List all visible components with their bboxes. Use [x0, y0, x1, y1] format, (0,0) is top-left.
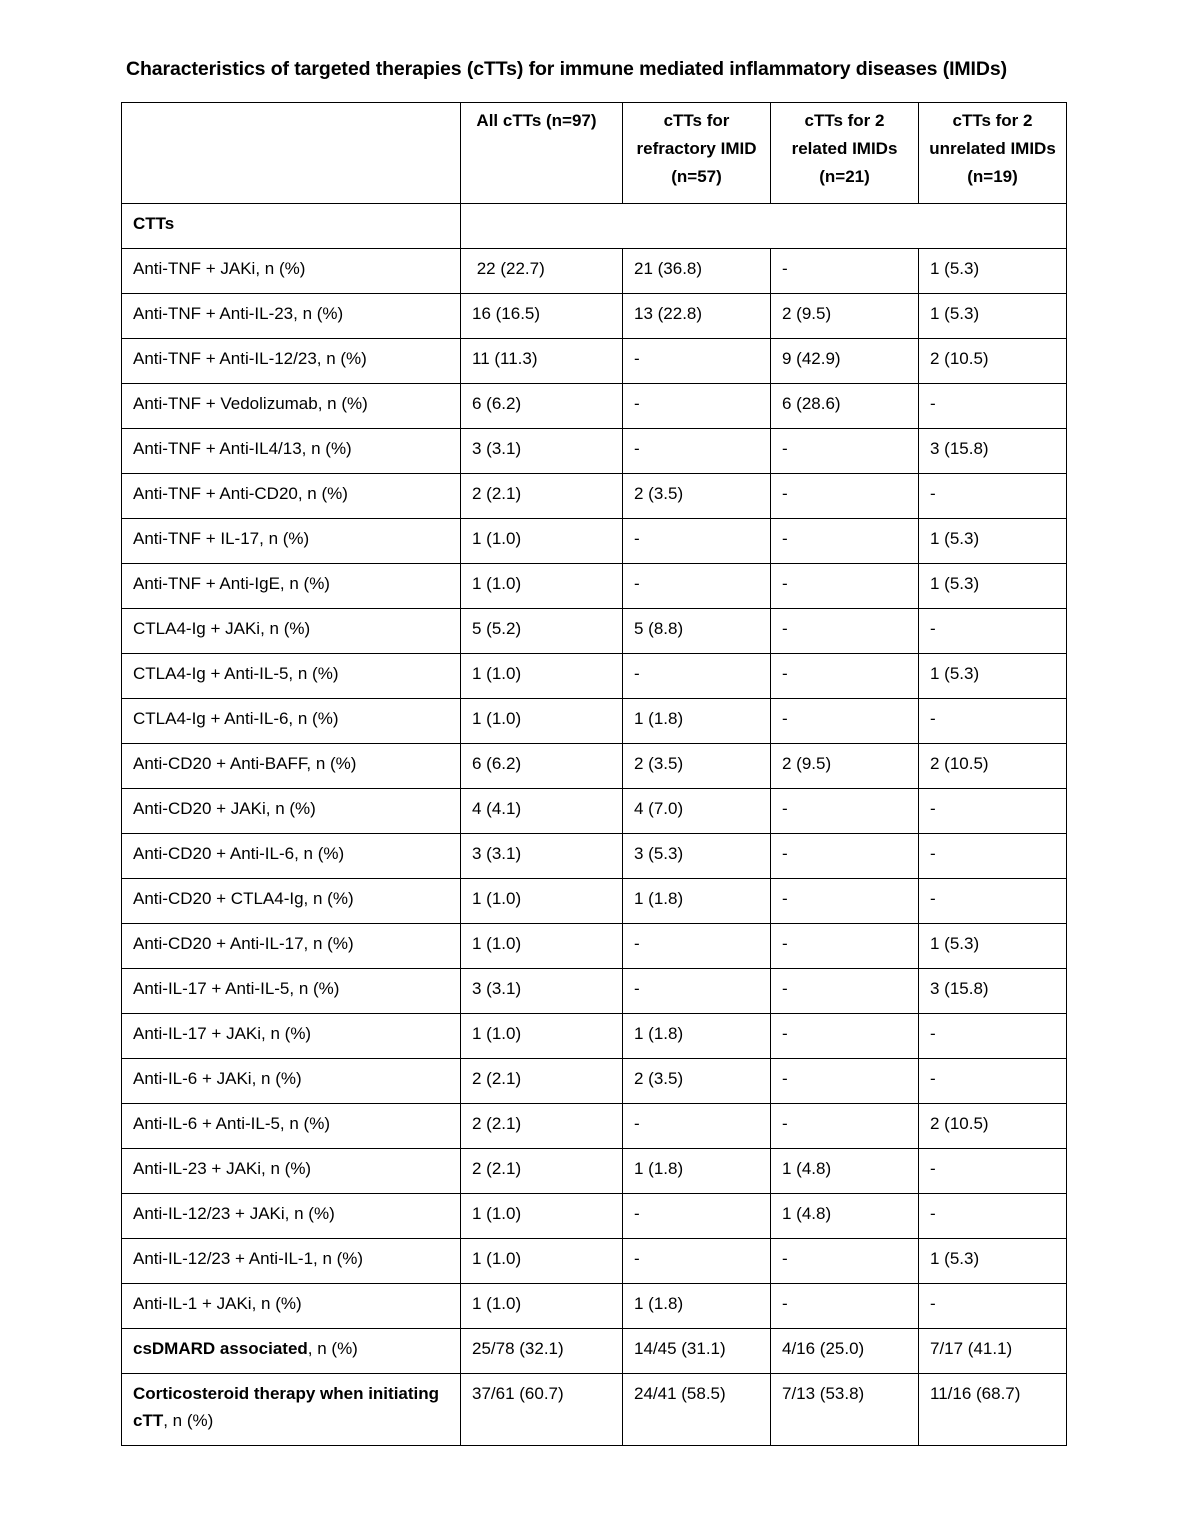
row-label: Anti-IL-1 + JAKi, n (%) — [122, 1284, 461, 1329]
row-value: - — [623, 564, 771, 609]
row-label: Anti-TNF + Anti-IgE, n (%) — [122, 564, 461, 609]
row-value: 1 (5.3) — [919, 1239, 1067, 1284]
row-label: Anti-IL-17 + JAKi, n (%) — [122, 1014, 461, 1059]
table-row — [122, 969, 1067, 1014]
row-value: - — [919, 699, 1067, 744]
summary-row — [122, 1374, 1067, 1446]
row-value: - — [771, 474, 919, 519]
header-all-ctts: All cTTs (n=97) — [461, 103, 623, 204]
row-value: 16 (16.5) — [461, 294, 623, 339]
table-row — [122, 564, 1067, 609]
row-value: - — [771, 1059, 919, 1104]
row-value: - — [919, 1059, 1067, 1104]
row-value: - — [919, 834, 1067, 879]
row-value: 2 (3.5) — [623, 474, 771, 519]
table-row — [122, 834, 1067, 879]
row-label: Anti-CD20 + Anti-IL-6, n (%) — [122, 834, 461, 879]
row-value: 1 (5.3) — [919, 294, 1067, 339]
row-value: 1 (1.0) — [461, 654, 623, 699]
table-row — [122, 429, 1067, 474]
row-value: - — [919, 384, 1067, 429]
row-value: 1 (1.0) — [461, 924, 623, 969]
row-value: - — [771, 654, 919, 699]
row-value: 4 (4.1) — [461, 789, 623, 834]
row-value: 1 (1.8) — [623, 1149, 771, 1194]
table-row — [122, 519, 1067, 564]
row-label: Anti-TNF + Vedolizumab, n (%) — [122, 384, 461, 429]
row-value: 1 (5.3) — [919, 924, 1067, 969]
row-value: 1 (1.0) — [461, 1239, 623, 1284]
table-row — [122, 699, 1067, 744]
row-label: Anti-CD20 + Anti-BAFF, n (%) — [122, 744, 461, 789]
summary-value: 7/17 (41.1) — [919, 1329, 1067, 1374]
table-header-row — [122, 103, 1067, 204]
row-value: 1 (1.0) — [461, 564, 623, 609]
row-value: 2 (2.1) — [461, 474, 623, 519]
row-value: - — [623, 969, 771, 1014]
row-value: - — [919, 1284, 1067, 1329]
row-label: Anti-IL-23 + JAKi, n (%) — [122, 1149, 461, 1194]
summary-value: 25/78 (32.1) — [461, 1329, 623, 1374]
table-row — [122, 1059, 1067, 1104]
row-value: 2 (2.1) — [461, 1059, 623, 1104]
row-value: 2 (9.5) — [771, 294, 919, 339]
summary-label-bold: csDMARD associated — [133, 1339, 308, 1358]
row-value: - — [771, 1104, 919, 1149]
row-value: 1 (4.8) — [771, 1194, 919, 1239]
row-value: - — [623, 1104, 771, 1149]
table-row — [122, 1239, 1067, 1284]
row-value: - — [771, 564, 919, 609]
row-value: 1 (5.3) — [919, 564, 1067, 609]
row-value: 1 (1.8) — [623, 879, 771, 924]
row-label: Anti-TNF + Anti-CD20, n (%) — [122, 474, 461, 519]
summary-value: 37/61 (60.7) — [461, 1374, 623, 1446]
row-value: 3 (3.1) — [461, 834, 623, 879]
summary-label — [122, 1329, 461, 1374]
row-value: 5 (8.8) — [623, 609, 771, 654]
summary-value: 24/41 (58.5) — [623, 1374, 771, 1446]
row-value: - — [623, 429, 771, 474]
row-value: 2 (3.5) — [623, 1059, 771, 1104]
row-value: - — [919, 1149, 1067, 1194]
row-value: - — [623, 384, 771, 429]
section-empty-cell — [461, 204, 1067, 249]
table-row — [122, 294, 1067, 339]
row-value: 13 (22.8) — [623, 294, 771, 339]
row-value: 1 (1.8) — [623, 699, 771, 744]
row-value: 2 (2.1) — [461, 1104, 623, 1149]
table-row — [122, 789, 1067, 834]
summary-value: 7/13 (53.8) — [771, 1374, 919, 1446]
row-value: - — [771, 609, 919, 654]
section-label: CTTs — [122, 204, 461, 249]
row-value: 3 (3.1) — [461, 429, 623, 474]
row-value: 1 (1.8) — [623, 1014, 771, 1059]
table-row — [122, 654, 1067, 699]
row-value: 4 (7.0) — [623, 789, 771, 834]
row-value: - — [771, 429, 919, 474]
row-value: - — [623, 519, 771, 564]
table-row — [122, 339, 1067, 384]
row-value: 1 (1.0) — [461, 1284, 623, 1329]
row-value: 6 (28.6) — [771, 384, 919, 429]
row-value: - — [771, 969, 919, 1014]
row-value: 21 (36.8) — [623, 249, 771, 294]
row-value: 2 (10.5) — [919, 744, 1067, 789]
row-value: - — [771, 924, 919, 969]
row-value: - — [919, 879, 1067, 924]
row-value: - — [771, 1239, 919, 1284]
row-label: Anti-CD20 + Anti-IL-17, n (%) — [122, 924, 461, 969]
row-value: - — [771, 699, 919, 744]
header-corner-cell — [122, 103, 461, 204]
row-label: Anti-IL-6 + JAKi, n (%) — [122, 1059, 461, 1104]
summary-row — [122, 1329, 1067, 1374]
row-label: Anti-CD20 + CTLA4-Ig, n (%) — [122, 879, 461, 924]
summary-label-rest: , n (%) — [163, 1411, 214, 1430]
row-value: - — [919, 1014, 1067, 1059]
row-value: 1 (1.8) — [623, 1284, 771, 1329]
row-label: Anti-TNF + Anti-IL4/13, n (%) — [122, 429, 461, 474]
row-value: - — [771, 834, 919, 879]
row-value: 1 (1.0) — [461, 879, 623, 924]
row-value: 1 (5.3) — [919, 519, 1067, 564]
summary-label — [122, 1374, 461, 1446]
row-label: Anti-TNF + Anti-IL-12/23, n (%) — [122, 339, 461, 384]
row-value: - — [919, 1194, 1067, 1239]
row-value: 2 (10.5) — [919, 339, 1067, 384]
row-label: CTLA4-Ig + Anti-IL-6, n (%) — [122, 699, 461, 744]
page-title: Characteristics of targeted therapies (cTTs) for immune mediated inflammatory diseases (IMIDs) — [126, 58, 1007, 80]
summary-value: 14/45 (31.1) — [623, 1329, 771, 1374]
row-label: Anti-TNF + IL-17, n (%) — [122, 519, 461, 564]
table-row — [122, 1104, 1067, 1149]
row-value: 22 (22.7) — [461, 249, 623, 294]
row-value: 3 (5.3) — [623, 834, 771, 879]
row-value: 1 (5.3) — [919, 654, 1067, 699]
row-value: 1 (5.3) — [919, 249, 1067, 294]
row-label: Anti-IL-6 + Anti-IL-5, n (%) — [122, 1104, 461, 1149]
row-label: Anti-IL-17 + Anti-IL-5, n (%) — [122, 969, 461, 1014]
row-value: - — [771, 1284, 919, 1329]
row-value: 3 (15.8) — [919, 429, 1067, 474]
row-value: 3 (15.8) — [919, 969, 1067, 1014]
row-value: 1 (1.0) — [461, 1014, 623, 1059]
table-row — [122, 1194, 1067, 1239]
header-unrelated-imids: cTTs for 2 unrelated IMIDs (n=19) — [919, 103, 1067, 204]
row-value: 6 (6.2) — [461, 744, 623, 789]
row-value: - — [623, 1194, 771, 1239]
table-row — [122, 924, 1067, 969]
row-label: CTLA4-Ig + Anti-IL-5, n (%) — [122, 654, 461, 699]
row-value: - — [623, 339, 771, 384]
row-value: 1 (1.0) — [461, 1194, 623, 1239]
summary-label-bold: Corticosteroid therapy when initiating cTT — [133, 1384, 440, 1430]
table-row — [122, 1014, 1067, 1059]
row-label: Anti-CD20 + JAKi, n (%) — [122, 789, 461, 834]
table-row — [122, 1149, 1067, 1194]
row-value: 2 (2.1) — [461, 1149, 623, 1194]
row-value: - — [623, 654, 771, 699]
table-row — [122, 1284, 1067, 1329]
table-row — [122, 249, 1067, 294]
row-value: - — [771, 519, 919, 564]
section-row-ctts — [122, 204, 1067, 249]
row-value: - — [771, 879, 919, 924]
row-value: - — [771, 789, 919, 834]
table-row — [122, 744, 1067, 789]
row-value: 2 (10.5) — [919, 1104, 1067, 1149]
row-value: - — [771, 1014, 919, 1059]
row-value: 11 (11.3) — [461, 339, 623, 384]
summary-value: 11/16 (68.7) — [919, 1374, 1067, 1446]
row-value: 2 (9.5) — [771, 744, 919, 789]
table-row — [122, 384, 1067, 429]
summary-value: 4/16 (25.0) — [771, 1329, 919, 1374]
table-row — [122, 879, 1067, 924]
row-value: 5 (5.2) — [461, 609, 623, 654]
characteristics-table — [121, 102, 1067, 1446]
row-value: 2 (3.5) — [623, 744, 771, 789]
row-value: - — [919, 474, 1067, 519]
header-refractory-imid: cTTs for refractory IMID (n=57) — [623, 103, 771, 204]
row-label: Anti-IL-12/23 + JAKi, n (%) — [122, 1194, 461, 1239]
row-value: 1 (1.0) — [461, 519, 623, 564]
table-row — [122, 474, 1067, 519]
row-label: Anti-TNF + JAKi, n (%) — [122, 249, 461, 294]
row-value: 1 (1.0) — [461, 699, 623, 744]
row-label: CTLA4-Ig + JAKi, n (%) — [122, 609, 461, 654]
row-label: Anti-TNF + Anti-IL-23, n (%) — [122, 294, 461, 339]
row-value: - — [623, 1239, 771, 1284]
table-row — [122, 609, 1067, 654]
row-value: 9 (42.9) — [771, 339, 919, 384]
summary-label-rest: , n (%) — [307, 1339, 358, 1358]
row-value: - — [771, 249, 919, 294]
row-value: - — [919, 609, 1067, 654]
row-label: Anti-IL-12/23 + Anti-IL-1, n (%) — [122, 1239, 461, 1284]
row-value: 6 (6.2) — [461, 384, 623, 429]
header-related-imids: cTTs for 2 related IMIDs (n=21) — [771, 103, 919, 204]
row-value: 1 (4.8) — [771, 1149, 919, 1194]
row-value: - — [623, 924, 771, 969]
row-value: - — [919, 789, 1067, 834]
row-value: 3 (3.1) — [461, 969, 623, 1014]
